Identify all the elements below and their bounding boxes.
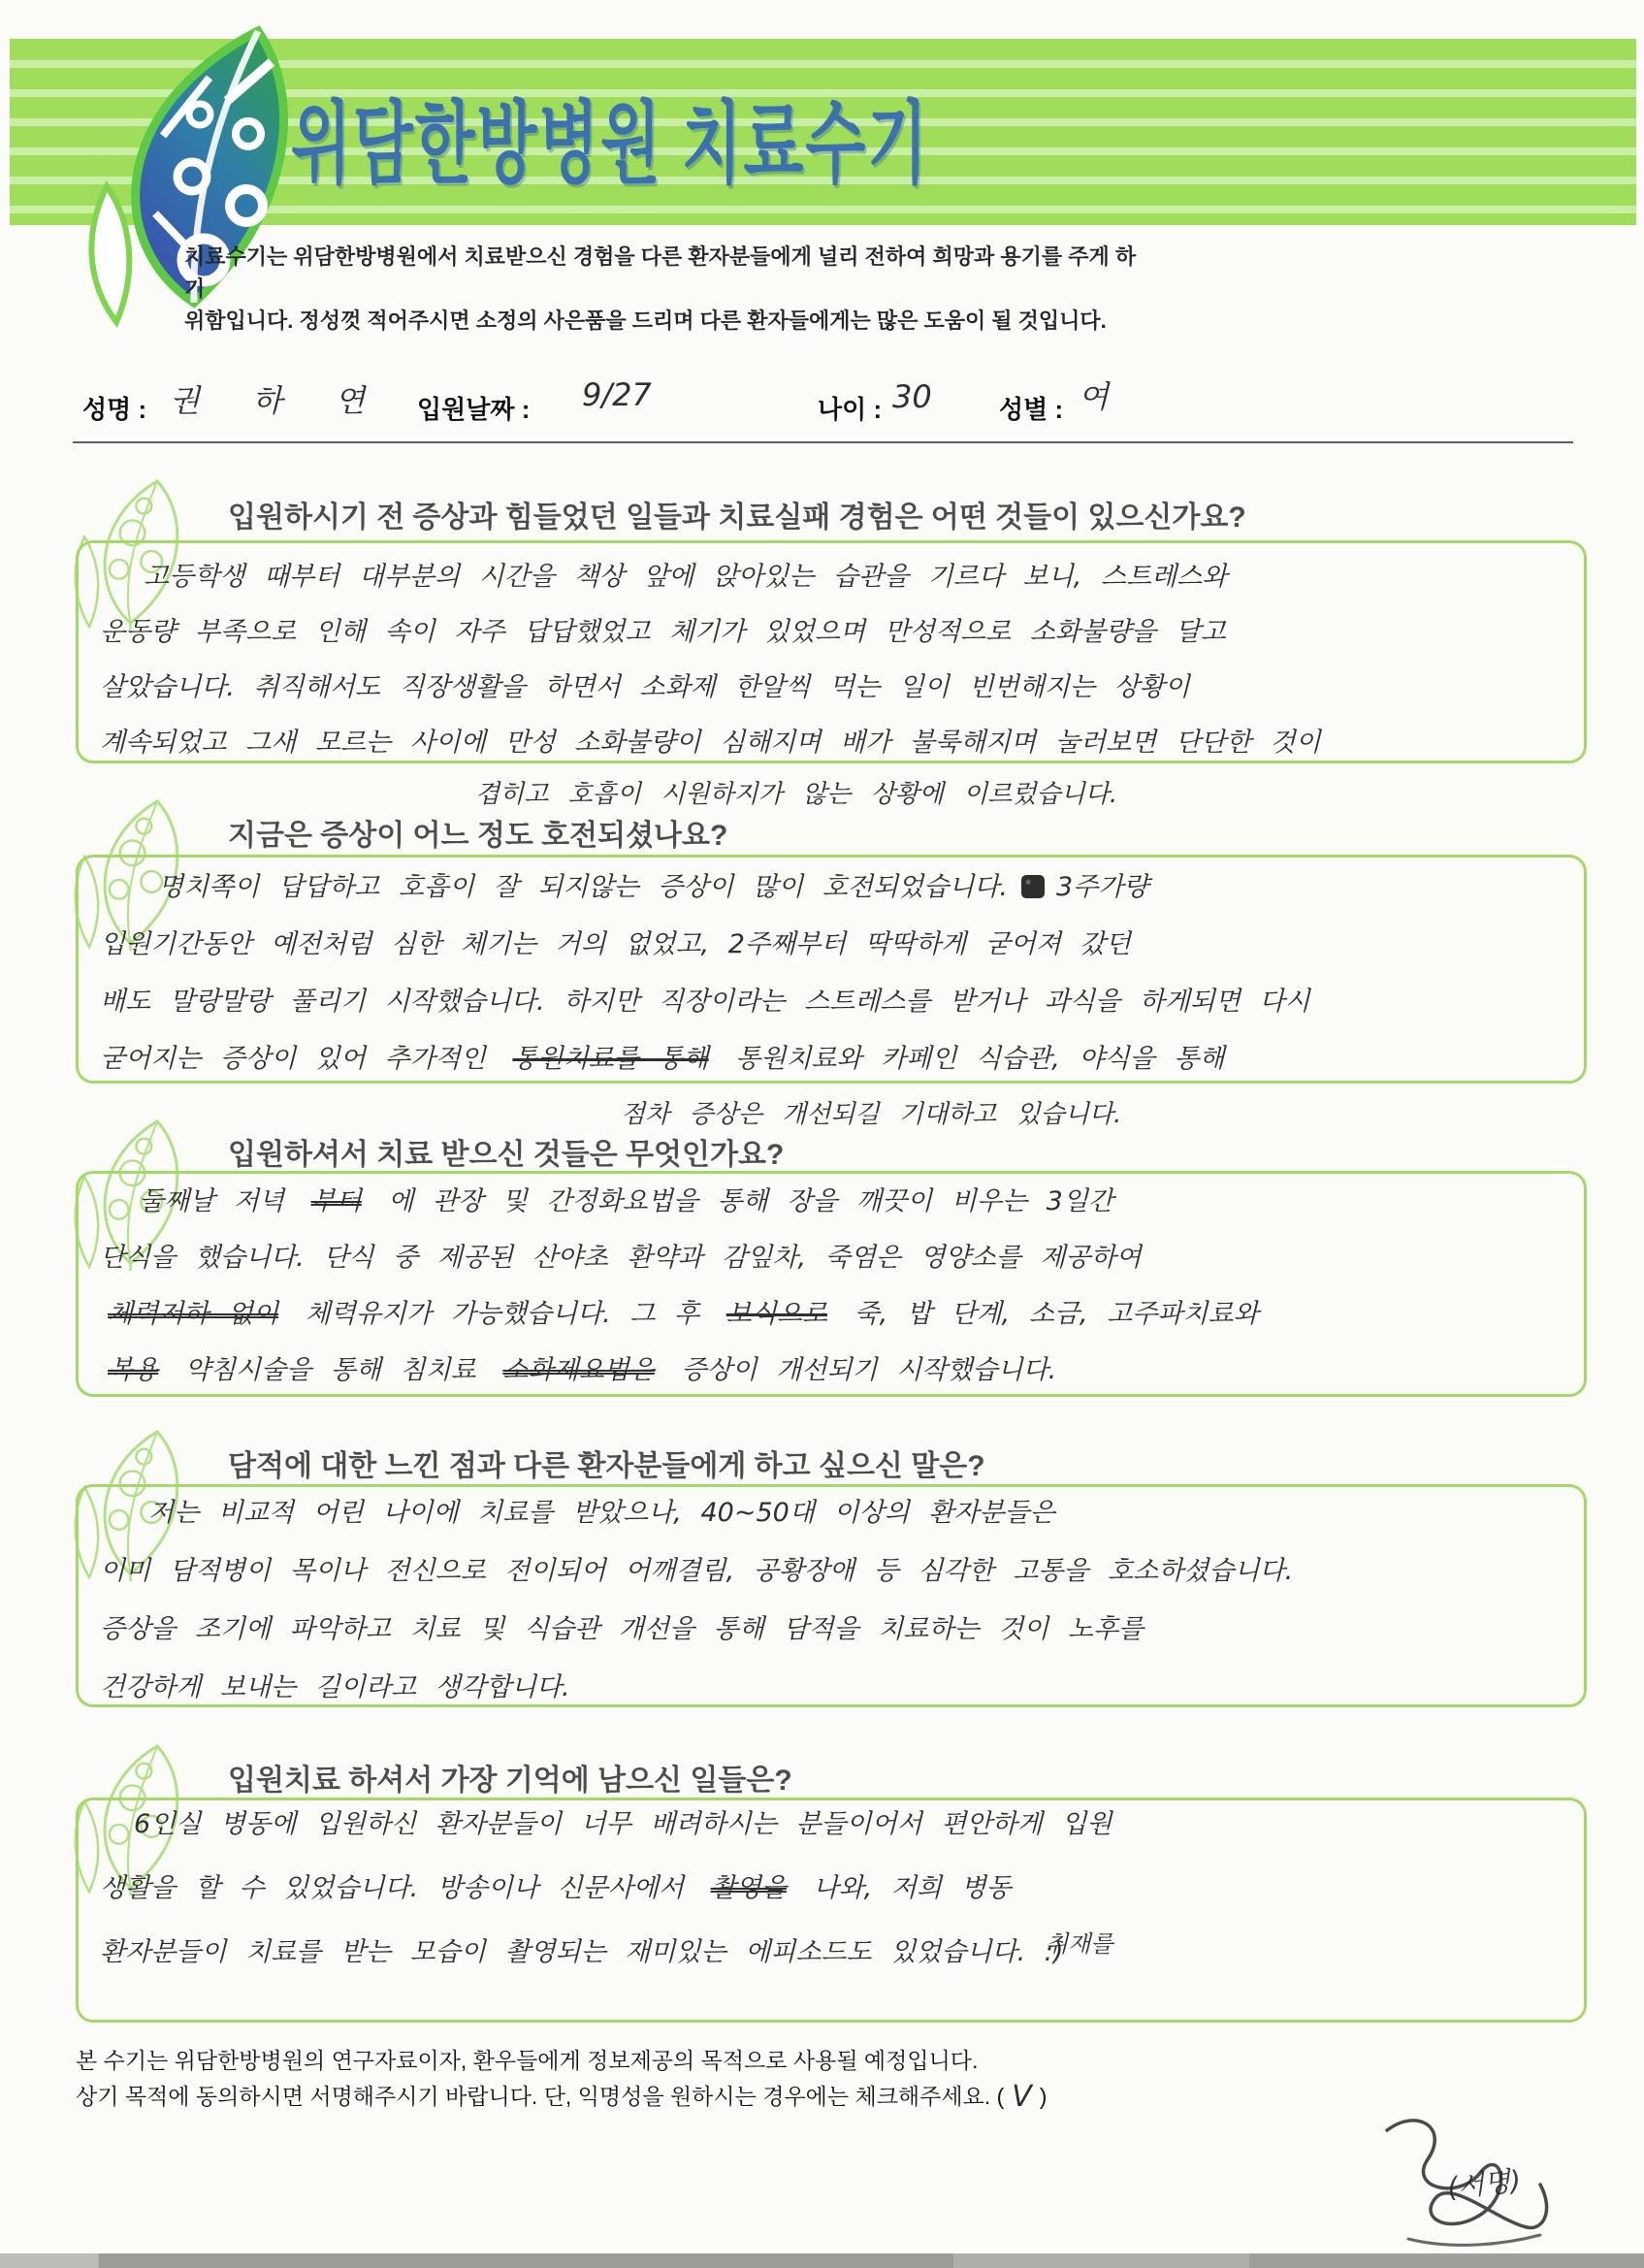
- strike-text: 촬영을: [710, 1873, 787, 1903]
- strike-text: 부터: [310, 1186, 362, 1216]
- answer-text: 에 관장 및 간정화요법을 통해 장을 깨끗이 비우는 3일간: [388, 1186, 1114, 1216]
- form-title: 위담한방병원 치료수기: [291, 92, 930, 195]
- signature-scribble: [1350, 2103, 1573, 2258]
- answer-box-5: [76, 1798, 1587, 2023]
- answer-line: 입원기간동안 예전처럼 심한 체기는 거의 없었고, 2주째부터 딱딱하게 굳어져 갔던: [100, 929, 1131, 959]
- question-4-title: 담적에 대한 느낀 점과 다른 환자분들에게 하고 싶으신 말은?: [228, 1450, 985, 1482]
- answer-text: 통원치료와 카페인 식습관, 야식을 통해: [735, 1044, 1225, 1074]
- answer-line: [100, 1298, 1574, 1331]
- answer-line: 저는 비교적 어린 나이에 치료를 받았으나, 40~50대 이상의 환자분들은: [148, 1498, 1055, 1528]
- footer-consent-line: [76, 2079, 1047, 2115]
- answer-text: 생활을 할 수 있었습니다. 방송이나 신문사에서: [100, 1873, 685, 1903]
- intro-text: [184, 241, 1154, 337]
- strike-text: 체력저하 없이: [108, 1299, 279, 1329]
- strike-text: 보식으로: [725, 1299, 827, 1329]
- answer-line: 증상을 조기에 파악하고 치료 및 식습관 개선을 통해 담적을 치료하는 것이 노후를: [100, 1614, 1144, 1644]
- name-label: 성명 :: [82, 395, 147, 424]
- answer-text: 명치쪽이 답답하고 호흡이 잘 되지않는 증상이 많이 호전되었습니다.: [158, 872, 1008, 902]
- answer-line: [100, 1354, 1574, 1387]
- strike-text: 복용: [108, 1355, 159, 1385]
- intro-line-1: 치료수기는 위담한방병원에서 치료받으신 경험을 다른 환자분들에게 널리 전하여 희망과 용기를 주게 하기: [184, 244, 1137, 301]
- answer-box-3: [76, 1171, 1587, 1397]
- answer-text: 둘째날 저녁: [139, 1186, 284, 1216]
- answer-line: [100, 1043, 1574, 1076]
- overflow-note-1: 겹히고 호흡이 시원하지가 않는 상황에 이르렀습니다.: [475, 780, 1118, 809]
- anonymity-checkbox-mark: V: [1012, 2080, 1032, 2114]
- footer-line-2-end: ): [1039, 2084, 1048, 2109]
- answer-line: 이미 담적병이 목이나 전신으로 전이되어 어깨결림, 공황장애 등 심각한 고통을 호소하셨습니다.: [100, 1556, 1294, 1586]
- answer-line: [100, 871, 1574, 904]
- answer-line: [100, 1185, 1574, 1218]
- answer-text: 증상이 개선되기 시작했습니다.: [681, 1355, 1057, 1385]
- answer-text: 죽, 밥 단계, 소금, 고주파치료와: [854, 1299, 1259, 1329]
- name-value: 권 하 연: [170, 382, 387, 419]
- answer-line: 살았습니다. 취직해서도 직장생활을 하면서 소화제 한알씩 먹는 일이 빈번해지는 상황이: [100, 672, 1190, 702]
- scan-edge-strip: [0, 2253, 1644, 2268]
- age-label: 나이 :: [818, 395, 883, 424]
- answer-text: 체력유지가 가능했습니다. 그 후: [305, 1299, 700, 1329]
- answer-line: 건강하게 보내는 길이라고 생각합니다.: [100, 1672, 570, 1702]
- answer-line: 운동량 부족으로 인해 속이 자주 답답했었고 체기가 있었으며 만성적으로 소화불량을 달고: [100, 617, 1226, 647]
- question-5-title: 입원치료 하셔서 가장 기억에 남으신 일들은?: [228, 1765, 792, 1797]
- answer-line: 환자분들이 치료를 받는 모습이 촬영되는 재미있는 에피소드도 있었습니다. :): [100, 1937, 1064, 1967]
- strike-text: 통원치료를 통해: [512, 1044, 709, 1074]
- answer-line: [100, 1872, 1574, 1905]
- gender-label: 성별 :: [999, 395, 1064, 424]
- answer-line: 단식을 했습니다. 단식 중 제공된 산야초 환약과 감잎차, 죽염은 영양소를 제공하여: [100, 1243, 1142, 1273]
- patient-divider: [73, 441, 1573, 443]
- correction-note: 취재를: [1046, 1930, 1113, 1958]
- answer-text: 나와, 저희 병동: [813, 1873, 1012, 1903]
- signature-label: (서명): [1445, 2164, 1523, 2204]
- answer-text: 약침시술을 통해 침치료: [184, 1355, 476, 1385]
- admission-date-label: 입원날짜 :: [417, 395, 531, 424]
- answer-line: 고등학생 때부터 대부분의 시간을 책상 앞에 앉아있는 습관을 기르다 보니, 스트레스와: [144, 562, 1228, 592]
- question-2-title: 지금은 증상이 어느 정도 호전되셨나요?: [228, 820, 728, 852]
- answer-line: 배도 말랑말랑 풀리기 시작했습니다. 하지만 직장이라는 스트레스를 받거나 과식을 하게되면 다시: [100, 987, 1310, 1017]
- gender-value: 여: [1079, 378, 1109, 415]
- footer-line-1: 본 수기는 위담한방병원의 연구자료이자, 환우들에게 정보제공의 목적으로 사용될 예정입니다.: [76, 2048, 979, 2073]
- question-1-title: 입원하시기 전 증상과 힘들었던 일들과 치료실패 경험은 어떤 것들이 있으신가요?: [228, 502, 1246, 534]
- answer-box-1: [76, 540, 1587, 763]
- intro-line-2: 위함입니다. 정성껏 적어주시면 소정의 사은품을 드리며 다른 환자들에게는 많은 도움이 될 것입니다.: [184, 308, 1107, 333]
- answer-line: 계속되었고 그새 모르는 사이에 만성 소화불량이 심해지며 배가 불룩해지며 눌러보면 단단한 것이: [100, 728, 1321, 758]
- stamp-mark: [1021, 875, 1045, 898]
- question-3-title: 입원하셔서 치료 받으신 것들은 무엇인가요?: [228, 1139, 785, 1171]
- answer-box-2: [76, 855, 1587, 1084]
- footer-consent: [76, 2043, 1047, 2115]
- strike-text: 소화제요법은: [502, 1355, 655, 1385]
- overflow-note-2: 점차 증상은 개선되길 기대하고 있습니다.: [621, 1100, 1122, 1129]
- answer-text: 굳어지는 증상이 있어 추가적인: [100, 1044, 486, 1074]
- answer-text: 3주가량: [1055, 872, 1149, 902]
- footer-line-2: 상기 목적에 동의하시면 서명해주시기 바랍니다. 단, 익명성을 원하시는 경우에는 체크해주세요. (: [76, 2084, 1005, 2109]
- answer-line: 6인실 병동에 입원하신 환자분들이 너무 배려하시는 분들이어서 편안하게 입원: [134, 1809, 1112, 1839]
- admission-date-value: 9/27: [582, 376, 652, 413]
- answer-box-4: [76, 1484, 1587, 1707]
- age-value: 30: [892, 378, 932, 415]
